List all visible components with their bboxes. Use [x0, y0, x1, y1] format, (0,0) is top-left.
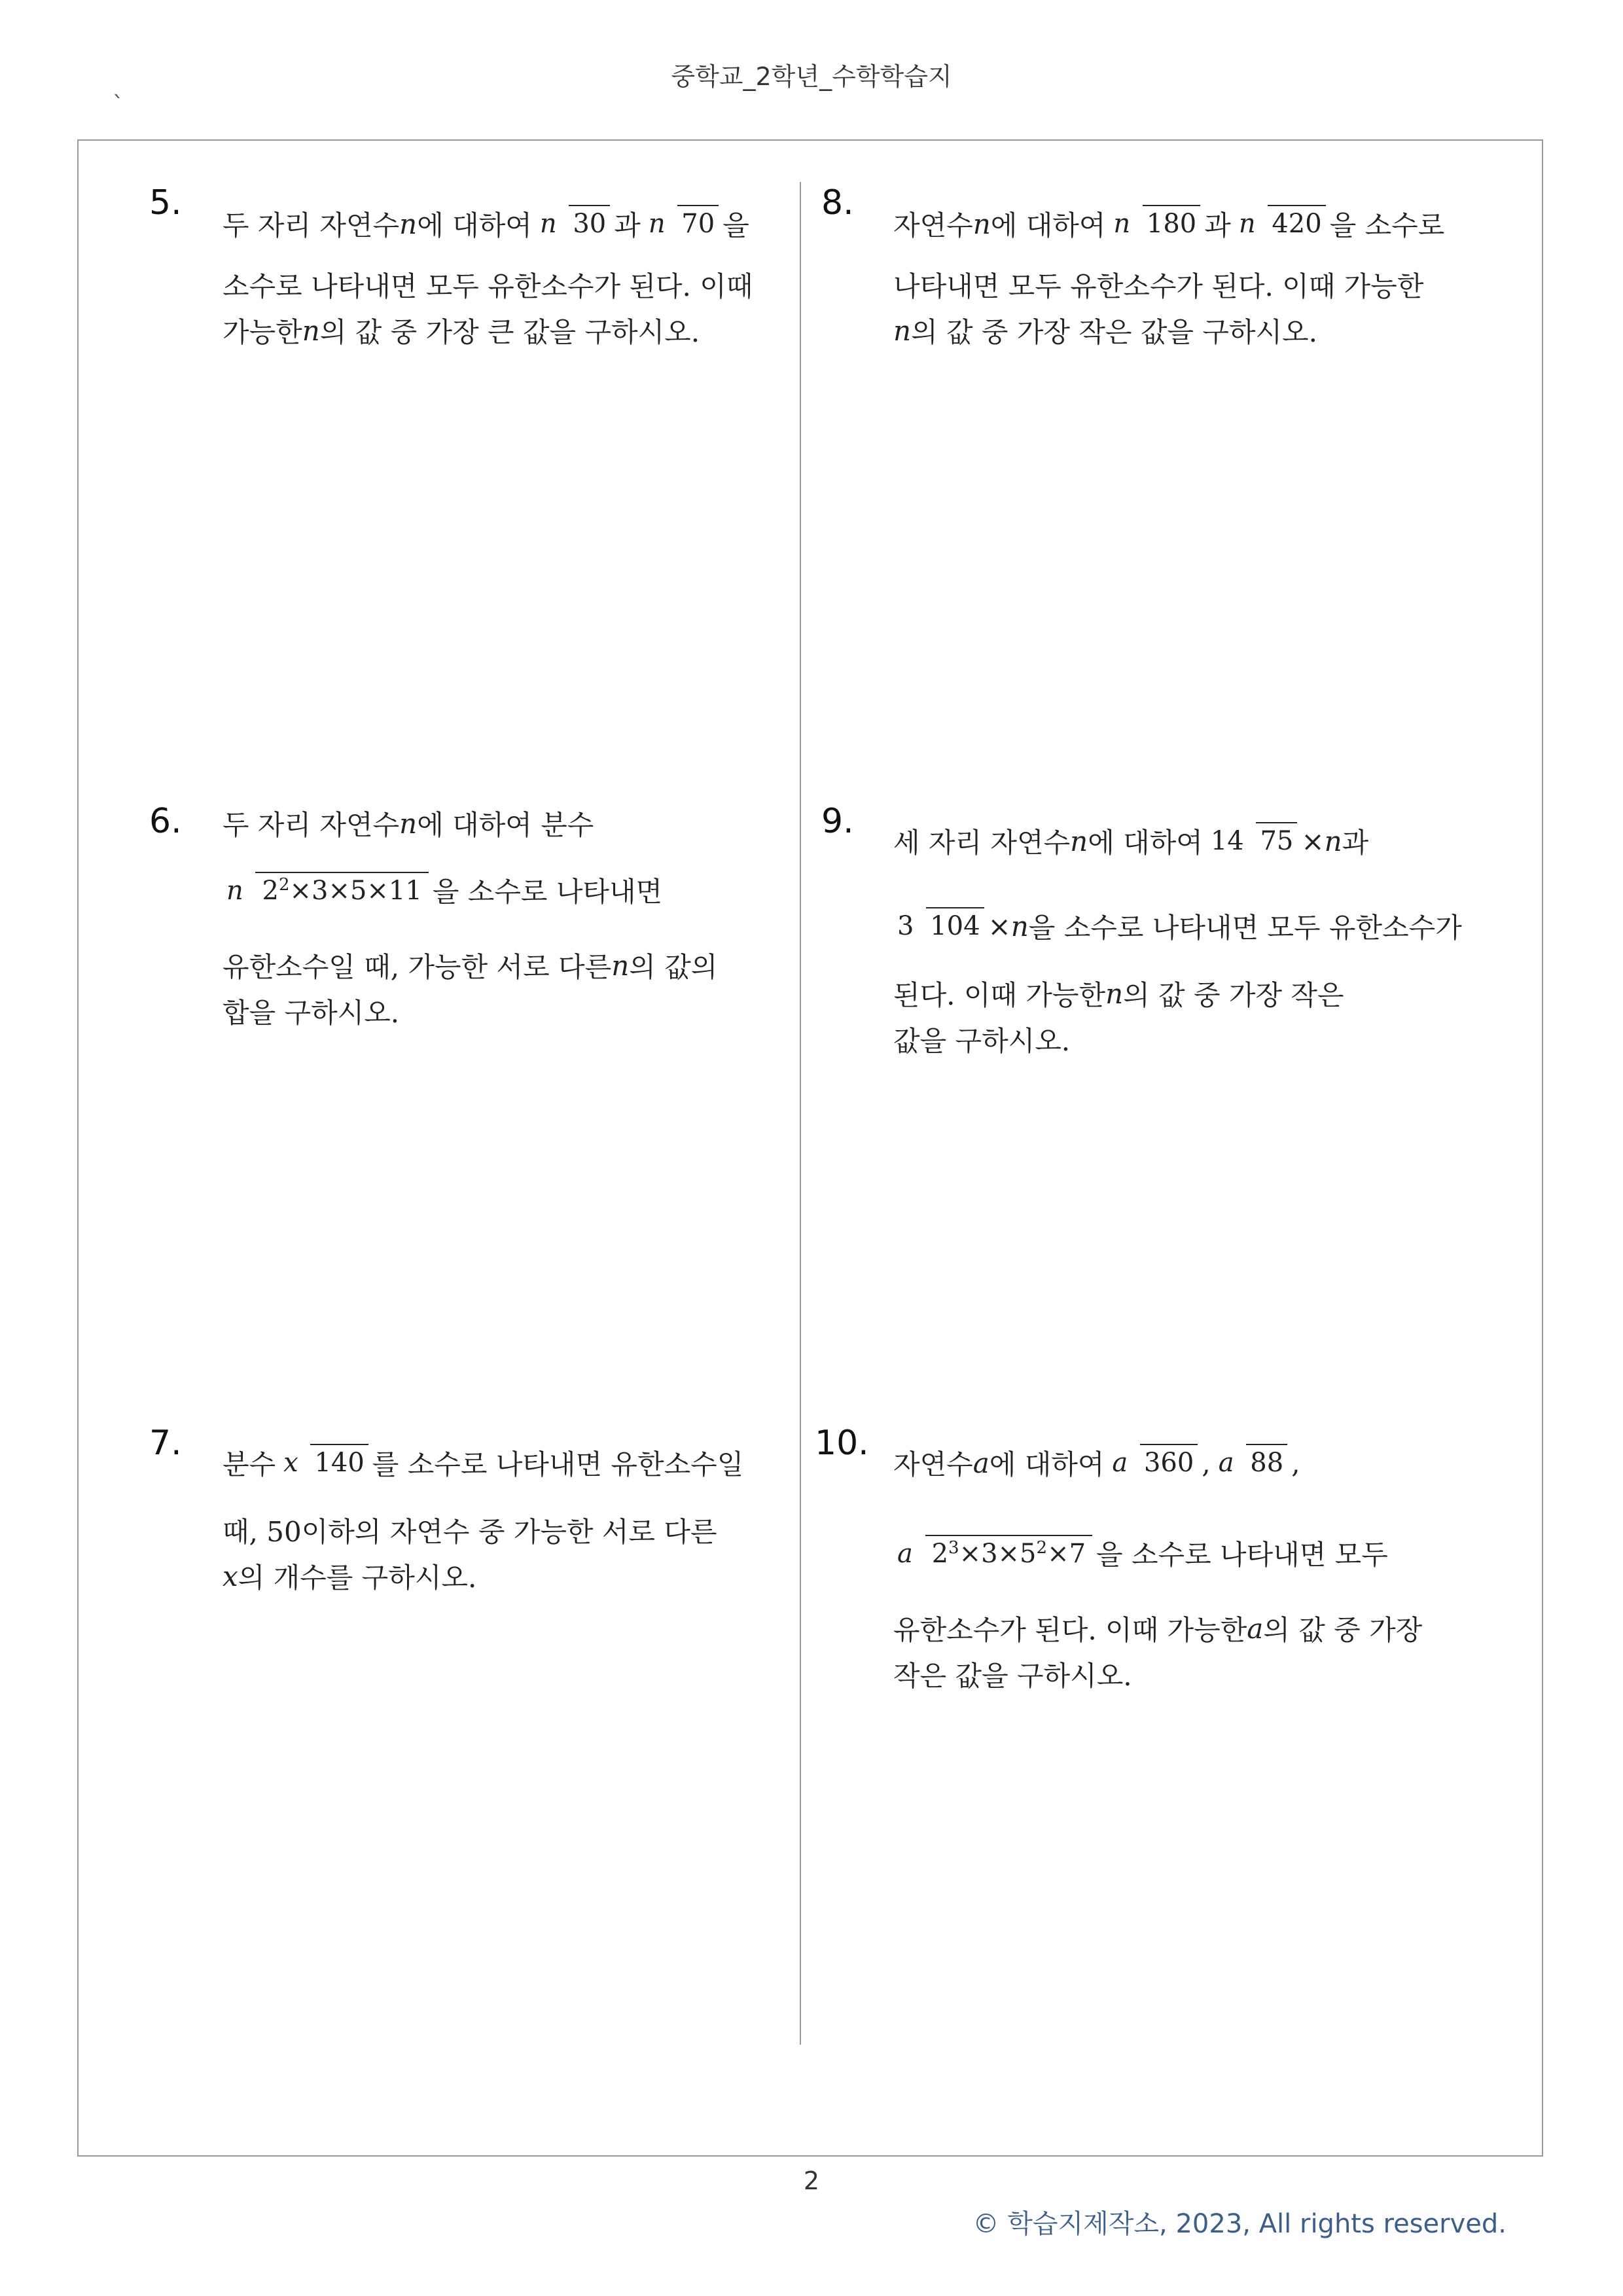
problem-text-line	[223, 804, 594, 843]
text: 을 소수로	[1329, 209, 1445, 242]
column-divider	[800, 182, 801, 2045]
problem-text-line: 나타내면 모두 유한소수가 된다. 이때 가능한	[893, 270, 1424, 302]
text: 유한소수가 된다. 이때 가능한	[893, 1614, 1247, 1646]
problem-number: 5.	[149, 183, 182, 223]
text: 에 대하여 분수	[417, 809, 594, 841]
variable-n: n	[1010, 910, 1029, 942]
text: 을 소수로 나타내면	[432, 876, 663, 908]
fraction-numerator: n	[1113, 209, 1131, 239]
fraction	[223, 876, 429, 905]
text: ×3×5	[959, 1538, 1037, 1569]
fraction	[893, 912, 984, 940]
problem-text-line	[893, 1609, 1422, 1648]
fraction	[536, 210, 610, 238]
variable-n: n	[1324, 825, 1342, 857]
fraction	[1207, 827, 1298, 855]
variable-n: n	[972, 207, 991, 240]
text: 두 자리 자연수	[223, 209, 400, 242]
text: ×3×5×11	[289, 875, 422, 906]
fraction-denominator	[925, 1535, 1092, 1569]
problem-text-line	[893, 311, 1317, 350]
fraction	[279, 1449, 368, 1477]
text: 을	[722, 209, 749, 242]
problem-text-line	[893, 1517, 1388, 1589]
problem-text-line	[223, 311, 700, 350]
text: 과	[1342, 827, 1369, 859]
problem-text-line	[893, 1430, 1300, 1496]
variable-n: n	[893, 314, 912, 347]
variable-x: x	[223, 1560, 238, 1592]
fraction-denominator: 104	[926, 907, 984, 941]
stray-mark: `	[113, 92, 124, 118]
variable-n: n	[399, 207, 418, 240]
text: 의 값 중 가장 큰 값을 구하시오.	[319, 316, 700, 348]
variable-a: a	[972, 1446, 990, 1479]
fraction-numerator: x	[283, 1448, 298, 1478]
fraction-numerator: n	[539, 209, 557, 239]
fraction-numerator: 14	[1210, 826, 1244, 856]
text: 가능한	[223, 316, 302, 348]
text: 자연수	[893, 1448, 973, 1480]
variable-n: n	[1070, 825, 1088, 857]
problem-number: 10.	[815, 1424, 869, 1463]
problem-text-line: 작은 값을 구하시오.	[893, 1660, 1132, 1692]
text: 2	[931, 1538, 949, 1569]
fraction-numerator: n	[1238, 209, 1256, 239]
copyright-notice: © 학습지제작소, 2023, All rights reserved.	[972, 2209, 1507, 2239]
variable-n: n	[302, 314, 320, 347]
fraction-denominator: 30	[569, 205, 610, 239]
problem-text-line: 값을 구하시오.	[893, 1025, 1071, 1057]
problem-text-line	[223, 854, 662, 926]
problem-number: 6.	[149, 802, 182, 841]
text: 의 값 중 가장 작은	[1123, 979, 1344, 1011]
variable-n: n	[611, 949, 630, 982]
times-sign: ×	[988, 910, 1011, 942]
problem-number: 7.	[149, 1424, 182, 1463]
text: ×7	[1047, 1538, 1086, 1569]
problem-text-line: 때, 50이하의 자연수 중 가능한 서로 다른	[223, 1516, 717, 1548]
fraction-numerator: a	[1112, 1448, 1128, 1478]
text: 에 대하여	[417, 209, 532, 242]
text: 유한소수일 때, 가능한 서로 다른	[223, 951, 612, 983]
fraction-denominator: 360	[1140, 1444, 1198, 1478]
text: 의 개수를 구하시오.	[238, 1562, 477, 1594]
separator: ,	[1291, 1446, 1300, 1479]
fraction	[1108, 1449, 1198, 1477]
problem-text-line	[223, 191, 749, 257]
text: 을 소수로 나타내면 모두 유한소수가	[1028, 912, 1462, 944]
variable-a: a	[1247, 1612, 1264, 1645]
problem-text-line	[223, 1430, 743, 1496]
fraction	[645, 210, 719, 238]
text: 에 대하여	[1088, 827, 1203, 859]
fraction-numerator: a	[1218, 1448, 1234, 1478]
fraction	[1109, 210, 1200, 238]
text: 세 자리 자연수	[893, 827, 1071, 859]
page-header-title: 중학교_2학년_수학학습지	[671, 62, 952, 91]
text: 두 자리 자연수	[223, 809, 400, 841]
fraction-denominator: 75	[1256, 822, 1297, 856]
text: 2	[262, 875, 279, 906]
fraction-numerator: a	[897, 1538, 913, 1569]
fraction-denominator: 88	[1246, 1444, 1287, 1478]
text: 분수	[223, 1448, 276, 1480]
exponent: 2	[1036, 1537, 1048, 1558]
text: 의 값의	[629, 951, 718, 983]
text: 을 소수로 나타내면 모두	[1096, 1539, 1388, 1571]
problem-text-line: 합을 구하시오.	[223, 997, 400, 1029]
separator: ,	[1202, 1446, 1211, 1479]
text: 과	[1204, 209, 1231, 242]
exponent: 2	[278, 874, 290, 895]
text: 자연수	[893, 209, 973, 242]
fraction-denominator	[255, 872, 428, 906]
fraction-numerator: n	[226, 875, 243, 906]
text: 에 대하여	[990, 209, 1106, 242]
exponent: 3	[948, 1537, 959, 1558]
text: 의 값 중 가장	[1263, 1614, 1423, 1646]
fraction-numerator: 3	[897, 911, 914, 941]
problem-number: 9.	[821, 802, 854, 841]
fraction	[1235, 210, 1326, 238]
fraction-denominator: 140	[310, 1444, 368, 1478]
text: 된다. 이때 가능한	[893, 979, 1106, 1011]
problem-text-line	[223, 1556, 476, 1596]
worksheet-frame	[77, 139, 1543, 2157]
fraction-denominator: 420	[1268, 205, 1325, 239]
text: 에 대하여	[989, 1448, 1105, 1480]
variable-n: n	[399, 807, 418, 840]
fraction-numerator: n	[648, 209, 666, 239]
problem-text-line	[893, 191, 1444, 257]
page-number: 2	[803, 2166, 820, 2195]
fraction	[1215, 1449, 1287, 1477]
fraction	[893, 1539, 1092, 1568]
variable-n: n	[1105, 977, 1124, 1010]
fraction-denominator: 180	[1143, 205, 1200, 239]
problem-text-line: 소수로 나타내면 모두 유한소수가 된다. 이때	[223, 270, 753, 302]
fraction-denominator: 70	[677, 205, 719, 239]
problem-text-line	[223, 946, 717, 985]
problem-number: 8.	[821, 183, 854, 223]
text: 과	[614, 209, 641, 242]
text: 의 값 중 가장 작은 값을 구하시오.	[911, 316, 1317, 348]
problem-text-line	[893, 808, 1368, 874]
problem-text-line	[893, 974, 1344, 1013]
times-sign: ×	[1301, 825, 1325, 857]
text: 를 소수로 나타내면 유한소수일	[372, 1448, 744, 1480]
problem-text-line	[893, 893, 1462, 959]
